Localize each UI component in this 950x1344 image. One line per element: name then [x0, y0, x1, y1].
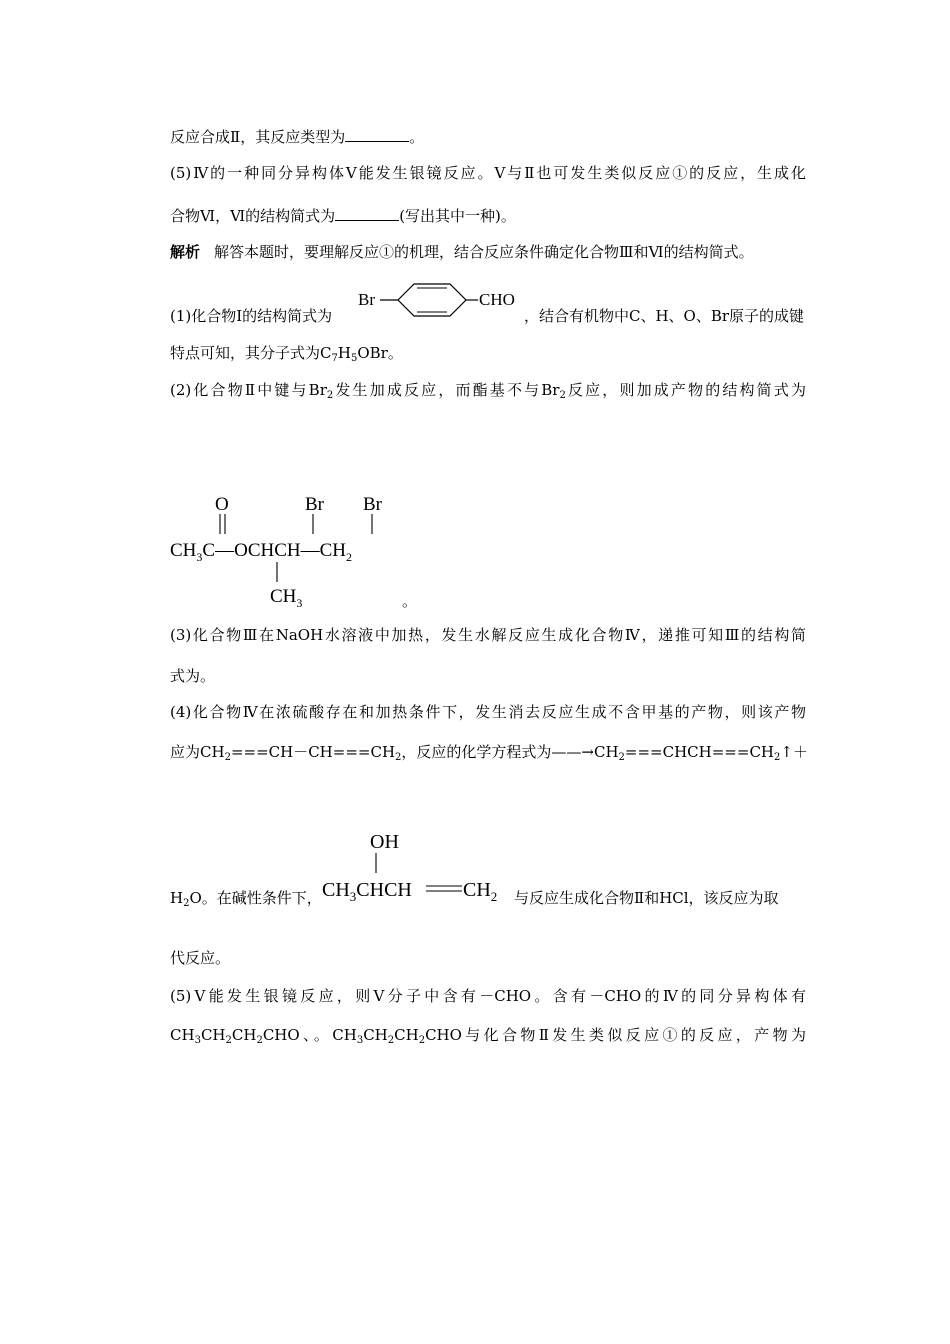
subscript: 3: [194, 1035, 201, 1046]
text: ===CH－CH===CH: [230, 743, 396, 761]
benzaldehyde-structure: [358, 282, 528, 328]
cho-label: CHO: [479, 290, 515, 309]
subscript: 2: [387, 1035, 395, 1046]
answer-blank: [345, 126, 409, 142]
paragraph-line: 式为。: [170, 667, 216, 685]
text: 与反应生成化合物Ⅱ和HCl，该反应为取: [514, 889, 779, 907]
subscript: 2: [224, 752, 231, 763]
paragraph-line: [170, 888, 322, 908]
text: (1)化合物Ⅰ的结构简式为: [170, 307, 333, 325]
text: CH: [170, 1026, 195, 1044]
text: 合物Ⅵ，Ⅵ的结构简式为: [170, 207, 336, 225]
main-chain: $CH_3CHCH$: [322, 879, 412, 904]
text: CH: [231, 1026, 257, 1044]
paragraph-line: 代反应。: [170, 949, 231, 967]
text: CH: [200, 1026, 226, 1044]
analysis-label: 解析: [170, 243, 201, 261]
answer-blank: [335, 205, 399, 221]
paragraph-line: [170, 343, 403, 363]
paragraph-line: [170, 205, 516, 226]
text: OBr。: [357, 344, 403, 362]
butenol-structure: [322, 826, 514, 908]
text: (写出其中一种)。: [399, 207, 516, 225]
text: (2)化合物Ⅱ中键与Br: [170, 381, 327, 399]
addition-product-structure: [170, 490, 430, 610]
oh-label: OH: [370, 831, 399, 853]
subscript: 2: [256, 1035, 263, 1046]
text: 反应，则加成产物的结构简式为: [565, 381, 806, 399]
text: 解答本题时，要理解反应①的机理，结合反应条件确定化合物Ⅲ和Ⅵ的结构简式。: [214, 243, 754, 261]
paragraph-line: [170, 306, 332, 326]
analysis-line: [170, 242, 754, 262]
subscript: 3: [356, 1035, 364, 1046]
ch3-branch: $CH_3$: [270, 586, 303, 610]
br-label: Br: [358, 290, 375, 309]
paragraph-line: [170, 126, 424, 147]
paragraph-line: (5)Ⅴ能发生银镜反应，则Ⅴ分子中含有－CHO。含有－CHO的Ⅳ的同分异构体有: [170, 987, 806, 1005]
text: CH: [394, 1026, 419, 1044]
paragraph-line: [170, 380, 806, 400]
paragraph-line: [170, 742, 808, 762]
subscript: 2: [618, 752, 625, 763]
subscript: 2: [326, 390, 334, 401]
paragraph-line: (5)Ⅳ的一种同分异构体Ⅴ能发生银镜反应。Ⅴ与Ⅱ也可发生类似反应①的反应，生成化: [170, 164, 806, 182]
text: 。: [409, 128, 425, 146]
subscript: 2: [418, 1035, 426, 1046]
text: ===CHCH===CH: [624, 743, 775, 761]
benzene-ring: [398, 284, 466, 316]
text: ，反应的化学方程式为——→CH: [401, 743, 619, 761]
text: ↑＋: [780, 743, 808, 761]
text: CH: [363, 1026, 388, 1044]
ch2-group: $CH_2$: [463, 879, 498, 904]
text: CHO、。CH: [262, 1026, 357, 1044]
text: 应为CH: [170, 743, 225, 761]
paragraph-line: [514, 888, 779, 908]
subscript: 5: [350, 353, 358, 364]
subscript: 2: [559, 390, 566, 401]
text: ，结合有机物中C、H、O、Br原子的成键: [524, 307, 805, 325]
subscript: 2: [183, 898, 190, 909]
text: H: [170, 889, 184, 907]
main-chain: $CH_3C—OCHCH—CH_2$: [170, 540, 353, 564]
o-label: O: [215, 494, 229, 515]
text: H: [337, 344, 351, 362]
subscript: 2: [395, 752, 402, 763]
br-label-1: Br: [305, 494, 324, 515]
period: 。: [402, 594, 418, 610]
paragraph-line: (4)化合物Ⅳ在浓硫酸存在和加热条件下，发生消去反应生成不含甲基的产物，则该产物: [170, 703, 806, 721]
subscript: 2: [774, 752, 781, 763]
subscript: 7: [331, 353, 338, 364]
subscript: 2: [225, 1035, 232, 1046]
paragraph-line: (3)化合物Ⅲ在NaOH水溶液中加热，发生水解反应生成化合物Ⅳ，递推可知Ⅲ的结构简: [170, 626, 806, 644]
paragraph-line: [524, 306, 804, 326]
br-label-2: Br: [363, 494, 382, 515]
paragraph-line: [170, 1025, 806, 1045]
text: CHO与化合物Ⅱ发生类似反应①的反应，产物为: [425, 1026, 806, 1044]
text: 反应合成Ⅱ，其反应类型为: [170, 128, 346, 146]
text: 发生加成反应，而酯基不与Br: [333, 381, 560, 399]
text: 特点可知，其分子式为C: [170, 344, 332, 362]
text: O。在碱性条件下，: [189, 889, 322, 907]
